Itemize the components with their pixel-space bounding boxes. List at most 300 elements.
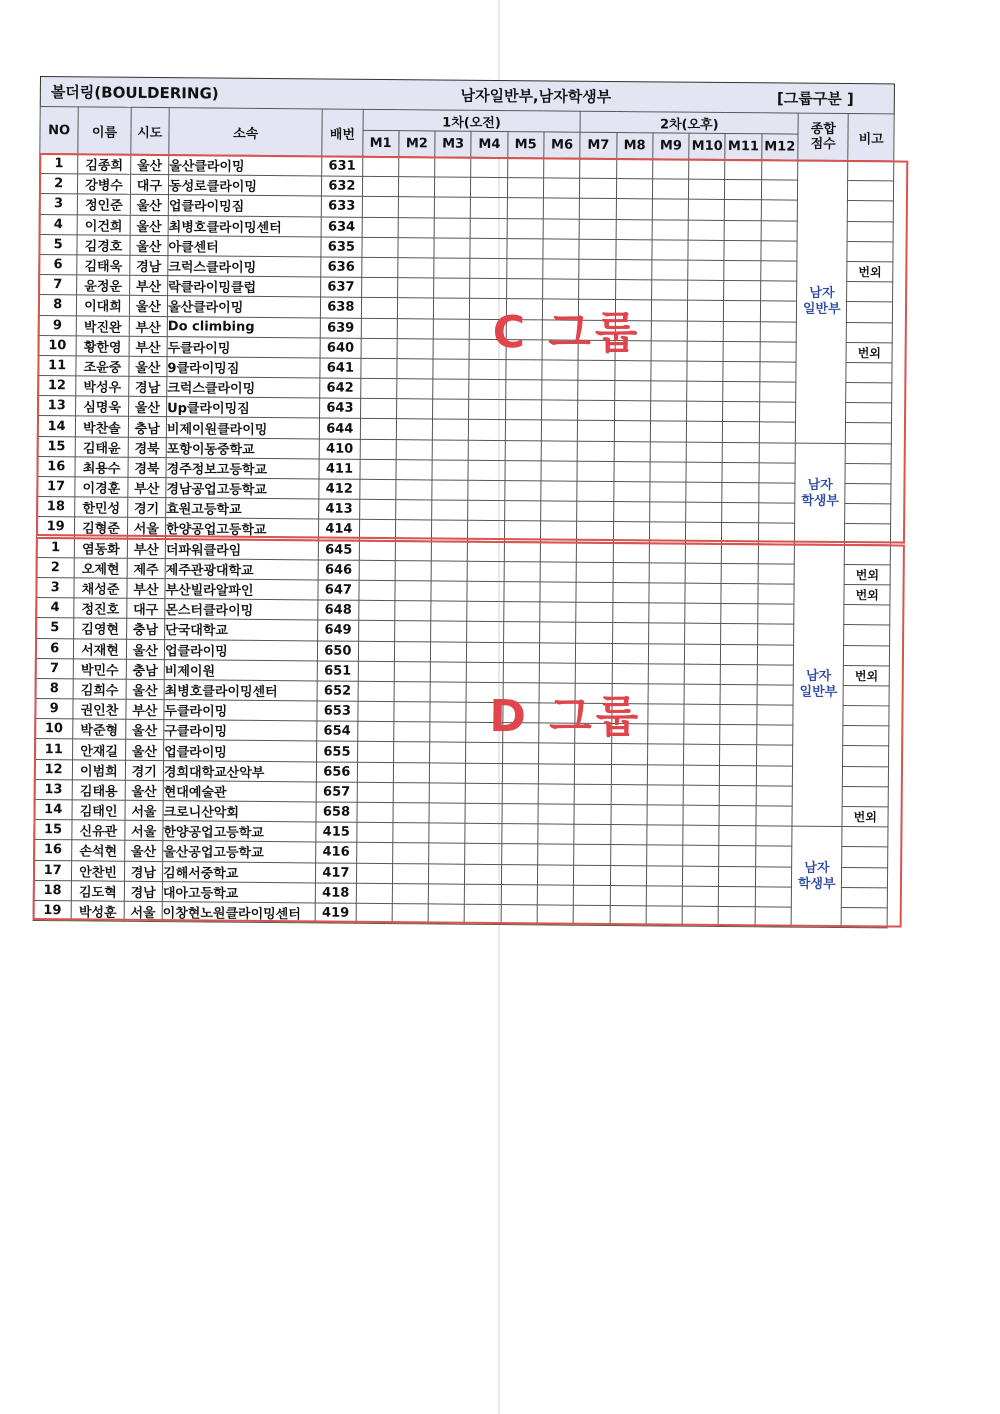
score-cell-m8[interactable] [616, 199, 652, 220]
score-cell-m11[interactable] [723, 382, 759, 403]
score-cell-m11[interactable] [724, 281, 760, 302]
score-cell-m8[interactable] [613, 522, 649, 543]
score-cell-m3[interactable] [433, 318, 469, 339]
score-cell-m6[interactable] [540, 622, 577, 643]
score-cell-m10[interactable] [686, 502, 722, 523]
score-cell-m1[interactable] [357, 701, 393, 722]
remark-cell[interactable] [848, 161, 894, 182]
score-cell-m6[interactable] [541, 461, 578, 482]
score-cell-m11[interactable] [720, 684, 756, 705]
score-cell-m12[interactable] [759, 463, 796, 484]
score-cell-m3[interactable] [431, 601, 467, 622]
score-cell-m1[interactable] [359, 560, 395, 581]
score-cell-m7[interactable] [579, 219, 615, 240]
score-cell-m10[interactable] [685, 644, 721, 665]
score-cell-m1[interactable] [361, 257, 397, 278]
score-cell-m2[interactable] [397, 318, 433, 339]
remark-cell[interactable] [844, 625, 890, 646]
score-cell-m12[interactable] [755, 907, 792, 928]
score-cell-m3[interactable] [428, 884, 464, 905]
score-cell-m8[interactable] [614, 461, 650, 482]
score-cell-m9[interactable] [649, 502, 685, 523]
score-cell-m3[interactable] [430, 662, 466, 683]
score-cell-m6[interactable] [538, 743, 575, 764]
score-cell-m8[interactable] [614, 441, 650, 462]
score-cell-m11[interactable] [719, 846, 755, 867]
remark-cell[interactable] [846, 403, 892, 424]
score-cell-m11[interactable] [720, 765, 756, 786]
score-cell-m9[interactable] [647, 744, 683, 765]
score-cell-m7[interactable] [577, 461, 613, 482]
score-cell-m3[interactable] [433, 379, 469, 400]
score-cell-m4[interactable] [469, 379, 505, 400]
score-cell-m12[interactable] [760, 341, 797, 362]
score-cell-m8[interactable] [614, 401, 650, 422]
score-cell-m8[interactable] [612, 623, 648, 644]
score-cell-m7[interactable] [577, 522, 613, 543]
score-cell-m9[interactable] [652, 219, 688, 240]
score-cell-m3[interactable] [434, 238, 470, 259]
score-cell-m9[interactable] [648, 623, 684, 644]
score-cell-m9[interactable] [650, 421, 686, 442]
score-cell-m12[interactable] [758, 543, 795, 564]
score-cell-m7[interactable] [578, 380, 614, 401]
score-cell-m4[interactable] [465, 844, 501, 865]
score-cell-m1[interactable] [356, 822, 392, 843]
score-cell-m9[interactable] [649, 522, 685, 543]
score-cell-m5[interactable] [501, 884, 537, 905]
score-cell-m10[interactable] [686, 482, 722, 503]
score-cell-m2[interactable] [396, 480, 432, 501]
score-cell-m7[interactable] [578, 400, 614, 421]
score-cell-m5[interactable] [505, 380, 541, 401]
score-cell-m11[interactable] [721, 644, 757, 665]
score-cell-m8[interactable] [612, 643, 648, 664]
score-cell-m6[interactable] [540, 521, 577, 542]
remark-cell[interactable] [846, 443, 892, 464]
score-cell-m6[interactable] [541, 420, 578, 441]
remark-cell[interactable] [843, 786, 889, 807]
score-cell-m11[interactable] [723, 341, 759, 362]
score-cell-m5[interactable] [504, 521, 540, 542]
score-cell-m5[interactable] [504, 561, 540, 582]
score-cell-m1[interactable] [356, 843, 392, 864]
score-cell-m5[interactable] [504, 501, 540, 522]
score-cell-m8[interactable] [614, 381, 650, 402]
remark-cell[interactable]: 번외 [846, 342, 892, 363]
score-cell-m10[interactable] [683, 825, 719, 846]
score-cell-m9[interactable] [651, 320, 687, 341]
score-cell-m2[interactable] [396, 419, 432, 440]
score-cell-m1[interactable] [362, 217, 398, 238]
score-cell-m5[interactable] [502, 763, 538, 784]
score-cell-m8[interactable] [616, 159, 652, 180]
score-cell-m8[interactable] [610, 905, 646, 926]
score-cell-m10[interactable] [688, 300, 724, 321]
score-cell-m10[interactable] [688, 220, 724, 241]
score-cell-m12[interactable] [757, 705, 794, 726]
score-cell-m1[interactable] [360, 459, 396, 480]
score-cell-m4[interactable] [470, 238, 506, 259]
score-cell-m12[interactable] [761, 180, 798, 201]
score-cell-m8[interactable] [611, 764, 647, 785]
score-cell-m12[interactable] [761, 160, 798, 181]
score-cell-m5[interactable] [503, 642, 539, 663]
score-cell-m7[interactable] [579, 239, 615, 260]
score-cell-m7[interactable] [574, 865, 610, 886]
remark-cell[interactable]: 번외 [844, 584, 890, 605]
score-cell-m10[interactable] [686, 523, 722, 544]
score-cell-m2[interactable] [396, 399, 432, 420]
score-cell-m3[interactable] [433, 298, 469, 319]
score-cell-m7[interactable] [574, 845, 610, 866]
score-cell-m5[interactable] [502, 743, 538, 764]
score-cell-m9[interactable] [646, 865, 682, 886]
remark-cell[interactable] [842, 887, 888, 908]
score-cell-m11[interactable] [724, 260, 760, 281]
score-cell-m3[interactable] [432, 480, 468, 501]
score-cell-m1[interactable] [359, 499, 395, 520]
remark-cell[interactable]: 번외 [842, 807, 888, 828]
score-cell-m10[interactable] [685, 603, 721, 624]
score-cell-m2[interactable] [397, 278, 433, 299]
score-cell-m11[interactable] [719, 826, 755, 847]
score-cell-m1[interactable] [360, 378, 396, 399]
score-cell-m10[interactable] [685, 623, 721, 644]
score-cell-m1[interactable] [358, 661, 394, 682]
score-cell-m2[interactable] [395, 540, 431, 561]
score-cell-m2[interactable] [398, 197, 434, 218]
score-cell-m5[interactable] [507, 198, 543, 219]
score-cell-m4[interactable] [469, 400, 505, 421]
score-cell-m1[interactable] [359, 540, 395, 561]
remark-cell[interactable] [842, 867, 888, 888]
score-cell-m2[interactable] [397, 338, 433, 359]
score-cell-m3[interactable] [429, 763, 465, 784]
score-cell-m10[interactable] [686, 422, 722, 443]
score-cell-m10[interactable] [689, 159, 725, 180]
score-cell-m5[interactable] [507, 238, 543, 259]
score-cell-m10[interactable] [683, 785, 719, 806]
score-cell-m3[interactable] [431, 561, 467, 582]
score-cell-m1[interactable] [358, 580, 394, 601]
score-cell-m10[interactable] [682, 906, 718, 927]
score-cell-m1[interactable] [359, 520, 395, 541]
remark-cell[interactable] [844, 645, 890, 666]
score-cell-m12[interactable] [760, 362, 797, 383]
score-cell-m9[interactable] [651, 300, 687, 321]
score-cell-m8[interactable] [610, 865, 646, 886]
score-cell-m4[interactable] [469, 440, 505, 461]
score-cell-m1[interactable] [356, 903, 392, 924]
score-cell-m11[interactable] [721, 624, 757, 645]
score-cell-m3[interactable] [434, 197, 470, 218]
score-cell-m7[interactable] [574, 784, 610, 805]
score-cell-m11[interactable] [722, 482, 758, 503]
score-cell-m3[interactable] [432, 500, 468, 521]
score-cell-m11[interactable] [722, 563, 758, 584]
score-cell-m4[interactable] [469, 359, 505, 380]
score-cell-m10[interactable] [687, 361, 723, 382]
score-cell-m5[interactable] [507, 178, 543, 199]
score-cell-m11[interactable] [722, 543, 758, 564]
score-cell-m1[interactable] [356, 883, 392, 904]
score-cell-m11[interactable] [722, 462, 758, 483]
score-cell-m11[interactable] [723, 422, 759, 443]
remark-cell[interactable] [846, 362, 892, 383]
score-cell-m7[interactable] [574, 885, 610, 906]
score-cell-m9[interactable] [648, 704, 684, 725]
score-cell-m11[interactable] [724, 321, 760, 342]
score-cell-m4[interactable] [467, 642, 503, 663]
score-cell-m11[interactable] [720, 785, 756, 806]
remark-cell[interactable] [848, 221, 894, 242]
score-cell-m5[interactable] [505, 440, 541, 461]
score-cell-m6[interactable] [538, 804, 575, 825]
score-cell-m12[interactable] [756, 786, 793, 807]
score-cell-m9[interactable] [651, 381, 687, 402]
score-cell-m7[interactable] [574, 804, 610, 825]
score-cell-m4[interactable] [470, 218, 506, 239]
score-cell-m6[interactable] [538, 824, 575, 845]
score-cell-m10[interactable] [683, 805, 719, 826]
score-cell-m11[interactable] [720, 745, 756, 766]
score-cell-m5[interactable] [504, 582, 540, 603]
score-cell-m1[interactable] [361, 318, 397, 339]
score-cell-m5[interactable] [503, 602, 539, 623]
score-cell-m2[interactable] [394, 621, 430, 642]
score-cell-m5[interactable] [504, 541, 540, 562]
score-cell-m3[interactable] [434, 258, 470, 279]
remark-cell[interactable] [842, 907, 888, 928]
score-cell-m12[interactable] [759, 442, 796, 463]
score-cell-m1[interactable] [358, 600, 394, 621]
score-cell-m8[interactable] [613, 482, 649, 503]
score-cell-m1[interactable] [359, 479, 395, 500]
score-cell-m9[interactable] [650, 401, 686, 422]
score-cell-m3[interactable] [433, 359, 469, 380]
score-cell-m8[interactable] [611, 744, 647, 765]
score-cell-m2[interactable] [392, 863, 428, 884]
score-cell-m3[interactable] [433, 339, 469, 360]
score-cell-m5[interactable] [506, 359, 542, 380]
score-cell-m2[interactable] [394, 722, 430, 743]
score-cell-m4[interactable] [468, 480, 504, 501]
score-cell-m1[interactable] [361, 237, 397, 258]
score-cell-m9[interactable] [648, 684, 684, 705]
score-cell-m4[interactable] [464, 904, 500, 925]
remark-cell[interactable] [845, 544, 891, 565]
score-cell-m1[interactable] [360, 358, 396, 379]
score-cell-m7[interactable] [576, 623, 612, 644]
score-cell-m6[interactable] [541, 400, 578, 421]
score-cell-m1[interactable] [362, 156, 398, 177]
score-cell-m10[interactable] [687, 341, 723, 362]
score-cell-m8[interactable] [613, 562, 649, 583]
score-cell-m4[interactable] [466, 783, 502, 804]
score-cell-m4[interactable] [465, 823, 501, 844]
score-cell-m2[interactable] [397, 298, 433, 319]
score-cell-m8[interactable] [610, 825, 646, 846]
score-cell-m10[interactable] [687, 401, 723, 422]
score-cell-m3[interactable] [431, 540, 467, 561]
score-cell-m3[interactable] [430, 722, 466, 743]
score-cell-m2[interactable] [393, 823, 429, 844]
score-cell-m11[interactable] [724, 301, 760, 322]
score-cell-m6[interactable] [540, 582, 577, 603]
score-cell-m1[interactable] [361, 338, 397, 359]
score-cell-m8[interactable] [612, 603, 648, 624]
score-cell-m9[interactable] [647, 764, 683, 785]
score-cell-m6[interactable] [538, 784, 575, 805]
score-cell-m6[interactable] [537, 864, 574, 885]
score-cell-m9[interactable] [652, 199, 688, 220]
remark-cell[interactable] [842, 827, 888, 848]
score-cell-m11[interactable] [721, 604, 757, 625]
score-cell-m12[interactable] [755, 846, 792, 867]
remark-cell[interactable] [842, 847, 888, 868]
score-cell-m9[interactable] [648, 724, 684, 745]
score-cell-m2[interactable] [398, 258, 434, 279]
score-cell-m9[interactable] [652, 159, 688, 180]
score-cell-m7[interactable] [577, 481, 613, 502]
score-cell-m3[interactable] [428, 904, 464, 925]
remark-cell[interactable] [847, 241, 893, 262]
remark-cell[interactable] [843, 746, 889, 767]
score-cell-m3[interactable] [433, 399, 469, 420]
score-cell-m6[interactable] [540, 562, 577, 583]
score-cell-m7[interactable] [579, 259, 615, 280]
score-cell-m7[interactable] [575, 764, 611, 785]
score-cell-m4[interactable] [467, 561, 503, 582]
score-cell-m10[interactable] [687, 381, 723, 402]
score-cell-m4[interactable] [466, 743, 502, 764]
remark-cell[interactable] [848, 181, 894, 202]
score-cell-m6[interactable] [543, 259, 580, 280]
score-cell-m12[interactable] [761, 241, 798, 262]
score-cell-m9[interactable] [646, 845, 682, 866]
score-cell-m6[interactable] [543, 239, 580, 260]
remark-cell[interactable]: 번외 [844, 665, 890, 686]
score-cell-m2[interactable] [392, 904, 428, 925]
score-cell-m11[interactable] [719, 886, 755, 907]
score-cell-m9[interactable] [649, 542, 685, 563]
score-cell-m5[interactable] [502, 804, 538, 825]
score-cell-m1[interactable] [358, 681, 394, 702]
score-cell-m11[interactable] [725, 200, 761, 221]
score-cell-m8[interactable] [611, 805, 647, 826]
score-cell-m10[interactable] [683, 846, 719, 867]
remark-cell[interactable] [846, 383, 892, 404]
score-cell-m7[interactable] [578, 360, 614, 381]
score-cell-m10[interactable] [684, 704, 720, 725]
score-cell-m12[interactable] [759, 382, 796, 403]
score-cell-m4[interactable] [468, 541, 504, 562]
remark-cell[interactable] [848, 201, 894, 222]
score-cell-m10[interactable] [684, 745, 720, 766]
score-cell-m12[interactable] [757, 604, 794, 625]
score-cell-m3[interactable] [429, 783, 465, 804]
score-cell-m5[interactable] [506, 259, 542, 280]
score-cell-m5[interactable] [501, 824, 537, 845]
score-cell-m9[interactable] [647, 805, 683, 826]
score-cell-m9[interactable] [651, 280, 687, 301]
score-cell-m7[interactable] [575, 744, 611, 765]
score-cell-m1[interactable] [362, 177, 398, 198]
score-cell-m8[interactable] [615, 259, 651, 280]
score-cell-m3[interactable] [430, 682, 466, 703]
score-cell-m12[interactable] [756, 725, 793, 746]
score-cell-m6[interactable] [537, 905, 574, 926]
remark-cell[interactable] [843, 766, 889, 787]
score-cell-m6[interactable] [539, 642, 576, 663]
score-cell-m11[interactable] [721, 583, 757, 604]
remark-cell[interactable] [843, 726, 889, 747]
score-cell-m6[interactable] [540, 541, 577, 562]
score-cell-m2[interactable] [394, 702, 430, 723]
score-cell-m11[interactable] [720, 725, 756, 746]
score-cell-m12[interactable] [758, 584, 795, 605]
score-cell-m5[interactable] [503, 622, 539, 643]
score-cell-m2[interactable] [395, 520, 431, 541]
score-cell-m3[interactable] [430, 641, 466, 662]
score-cell-m9[interactable] [648, 643, 684, 664]
score-cell-m6[interactable] [544, 158, 581, 179]
score-cell-m6[interactable] [538, 764, 575, 785]
score-cell-m9[interactable] [647, 785, 683, 806]
score-cell-m7[interactable] [577, 542, 613, 563]
score-cell-m1[interactable] [357, 802, 393, 823]
score-cell-m10[interactable] [683, 765, 719, 786]
score-cell-m12[interactable] [758, 564, 795, 585]
score-cell-m1[interactable] [360, 439, 396, 460]
score-cell-m7[interactable] [573, 905, 609, 926]
score-cell-m3[interactable] [435, 177, 471, 198]
score-cell-m1[interactable] [361, 277, 397, 298]
score-cell-m12[interactable] [759, 422, 796, 443]
score-cell-m2[interactable] [393, 782, 429, 803]
score-cell-m9[interactable] [652, 179, 688, 200]
score-cell-m9[interactable] [646, 906, 682, 927]
score-cell-m2[interactable] [392, 843, 428, 864]
score-cell-m11[interactable] [722, 503, 758, 524]
score-cell-m9[interactable] [652, 260, 688, 281]
score-cell-m6[interactable] [543, 218, 580, 239]
score-cell-m10[interactable] [686, 462, 722, 483]
score-cell-m5[interactable] [507, 158, 543, 179]
score-cell-m12[interactable] [755, 866, 792, 887]
remark-cell[interactable] [847, 282, 893, 303]
score-cell-m12[interactable] [756, 765, 793, 786]
remark-cell[interactable]: 번외 [847, 261, 893, 282]
score-cell-m12[interactable] [757, 685, 794, 706]
score-cell-m8[interactable] [614, 360, 650, 381]
score-cell-m4[interactable] [467, 622, 503, 643]
score-cell-m12[interactable] [759, 402, 796, 423]
score-cell-m6[interactable] [543, 178, 580, 199]
score-cell-m8[interactable] [616, 219, 652, 240]
remark-cell[interactable] [845, 504, 891, 525]
score-cell-m12[interactable] [758, 523, 795, 544]
score-cell-m5[interactable] [505, 460, 541, 481]
score-cell-m6[interactable] [537, 885, 574, 906]
remark-cell[interactable] [845, 484, 891, 505]
score-cell-m3[interactable] [429, 843, 465, 864]
score-cell-m5[interactable] [501, 864, 537, 885]
score-cell-m9[interactable] [647, 825, 683, 846]
score-cell-m4[interactable] [466, 763, 502, 784]
score-cell-m7[interactable] [580, 178, 616, 199]
